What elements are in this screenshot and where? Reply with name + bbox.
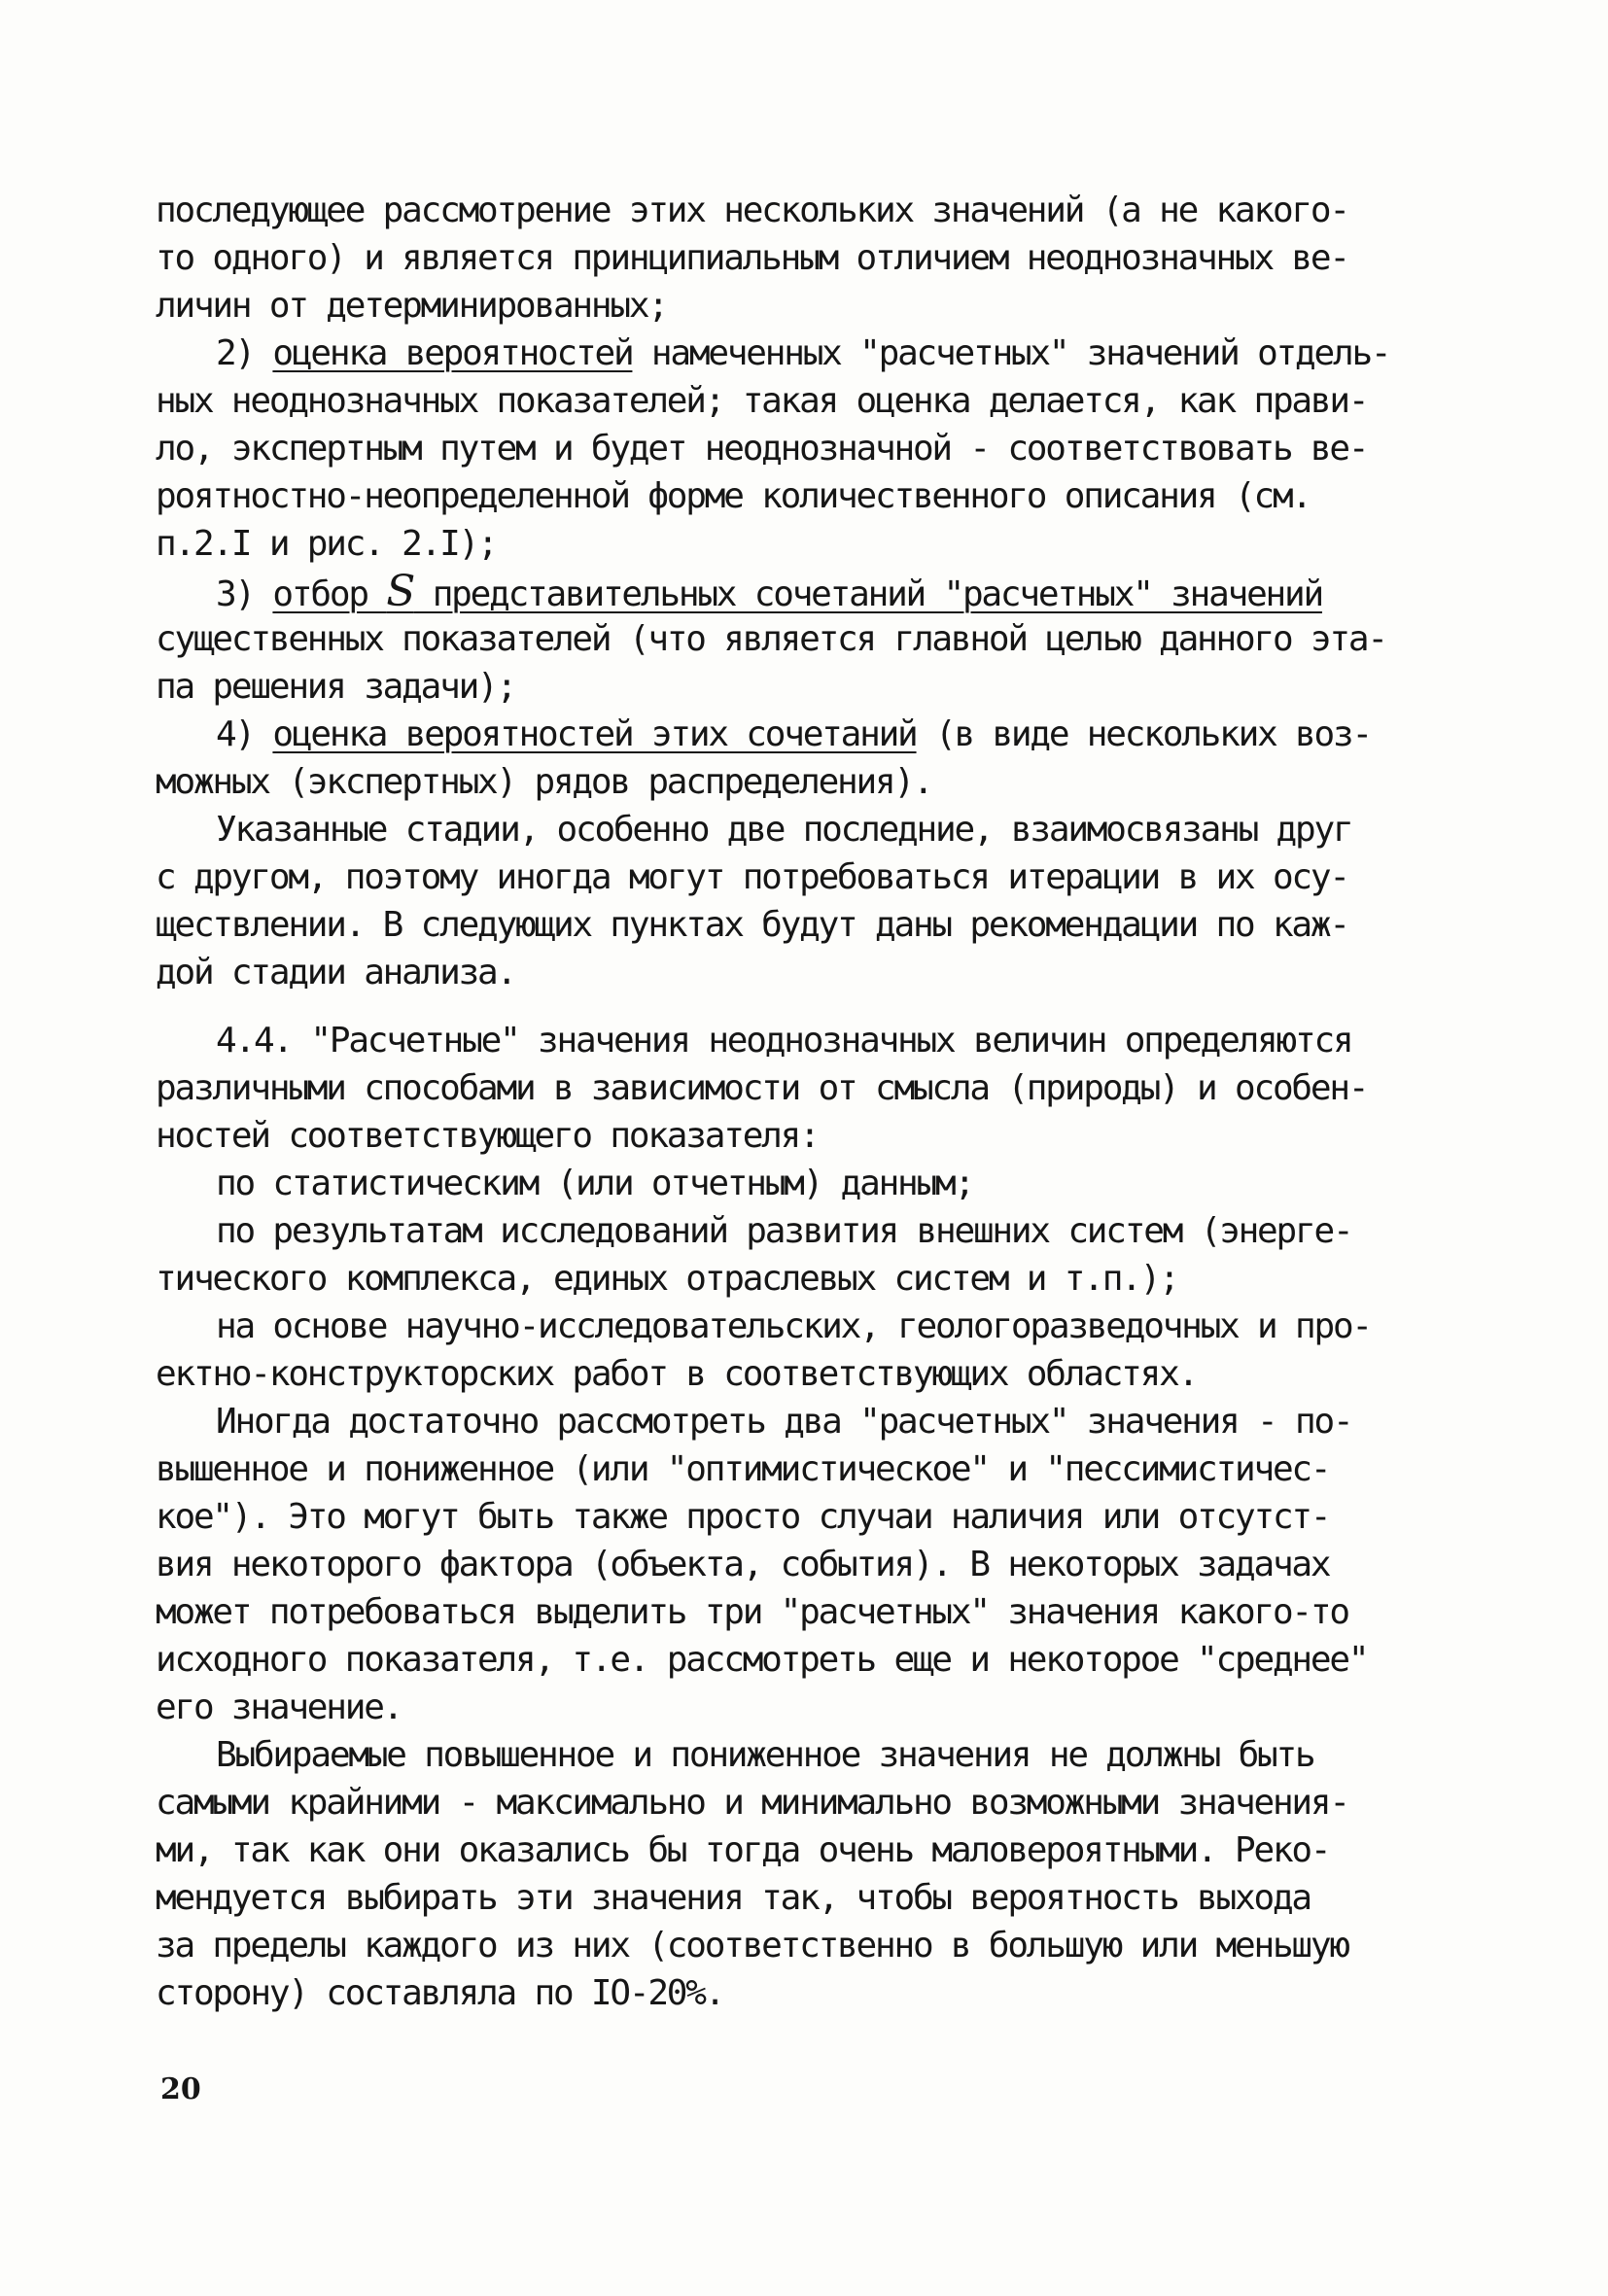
paragraph-start: Иногда достаточно рассмотреть два "расчетных" значения - по- [216, 1402, 1352, 1442]
text-line: то одного) и является принципиальным отличием неоднозначных ве- [156, 238, 1348, 278]
text-line: ектно-конструкторских работ в соответствующих областях. [156, 1354, 1198, 1394]
list-item-marker: 4) [216, 714, 273, 754]
list-line: на основе научно-исследовательских, геологоразведочных и про- [216, 1306, 1371, 1346]
underlined-term: оценка вероятностей [272, 333, 633, 373]
text-line: с другом, поэтому иногда могут потребоваться итерации в их осу- [156, 857, 1348, 897]
paragraph-start: Выбираемые повышенное и пониженное значения не должны быть [216, 1735, 1314, 1775]
text-line: исходного показателя, т.е. рассмотреть еще и некоторое "среднее" [156, 1640, 1368, 1680]
page-number: 20 [160, 2072, 201, 2106]
text-line: существенных показателей (что является главной целью данного эта- [156, 619, 1386, 659]
list-item-marker: 3) [216, 574, 273, 614]
text-line: мендуется выбирать эти значения так, чтобы вероятность выхода [156, 1878, 1311, 1918]
list-item-4 [156, 711, 1449, 758]
body-text [156, 187, 1449, 2017]
list-line: по результатам исследований развития внешних систем (энерге- [216, 1211, 1352, 1251]
text-line: ло, экспертным путем и будет неоднозначной - соответствовать ве- [156, 429, 1368, 469]
underlined-term-part: отбор [272, 574, 387, 614]
list-line: по статистическим (или отчетным) данным; [216, 1164, 973, 1203]
text-run: намеченных "расчетных" значений отдель- [632, 333, 1390, 373]
text-line: сторону) составляла по IO-20%. [156, 1973, 724, 2013]
underlined-term [272, 567, 1322, 616]
text-line: последующее рассмотрение этих нескольких значений (а не какого- [156, 191, 1348, 230]
underlined-term-part: представительных сочетаний "расчетных" значений [413, 574, 1322, 614]
text-line: ществлении. В следующих пунктах будут даны рекомендации по каж- [156, 905, 1348, 945]
text-line: п.2.I и рис. 2.I); [156, 524, 497, 564]
text-line: различными способами в зависимости от смысла (природы) и особен- [156, 1068, 1368, 1108]
text-line: личин от детерминированных; [156, 286, 667, 326]
list-item-3 [156, 568, 1449, 615]
text-line: кое"). Это могут быть также просто случаи наличия или отсутст- [156, 1497, 1330, 1537]
text-line: дой стадии анализа. [156, 953, 516, 992]
set-symbol: S [386, 567, 414, 616]
paragraph-start: Указанные стадии, особенно две последние, взаимосвязаны друг [216, 810, 1352, 850]
text-line: ми, так как они оказались бы тогда очень маловероятными. Реко- [156, 1830, 1330, 1870]
text-line: за пределы каждого из них (соответственно в большую или меньшую [156, 1926, 1348, 1966]
text-line: может потребоваться выделить три "расчетных" значения какого-то [156, 1592, 1348, 1632]
text-line: ных неоднозначных показателей; такая оценка делается, как прави- [156, 381, 1368, 421]
text-run: (в виде нескольких воз- [916, 714, 1371, 754]
list-item-marker: 2) [216, 333, 273, 373]
list-item-2 [156, 330, 1449, 377]
underlined-term: оценка вероятностей этих сочетаний [272, 714, 917, 754]
text-line: его значение. [156, 1687, 402, 1727]
text-line: вия некоторого фактора (объекта, события). В некоторых задачах [156, 1545, 1330, 1584]
text-line: вышенное и пониженное (или "оптимистическое" и "пессимистичес- [156, 1449, 1330, 1489]
text-line: тического комплекса, единых отраслевых систем и т.п.); [156, 1259, 1178, 1299]
paragraph-gap [156, 996, 1449, 1017]
text-line: ностей соответствующего показателя: [156, 1116, 819, 1156]
text-line: самыми крайними - максимально и минимально возможными значения- [156, 1783, 1348, 1823]
text-line: роятностно-неопределенной форме количественного описания (см. [156, 476, 1311, 516]
text-line: па решения задачи); [156, 667, 516, 707]
text-line: можных (экспертных) рядов распределения). [156, 762, 932, 802]
section-4-4-start: 4.4. "Расчетные" значения неоднозначных величин определяются [216, 1021, 1352, 1061]
